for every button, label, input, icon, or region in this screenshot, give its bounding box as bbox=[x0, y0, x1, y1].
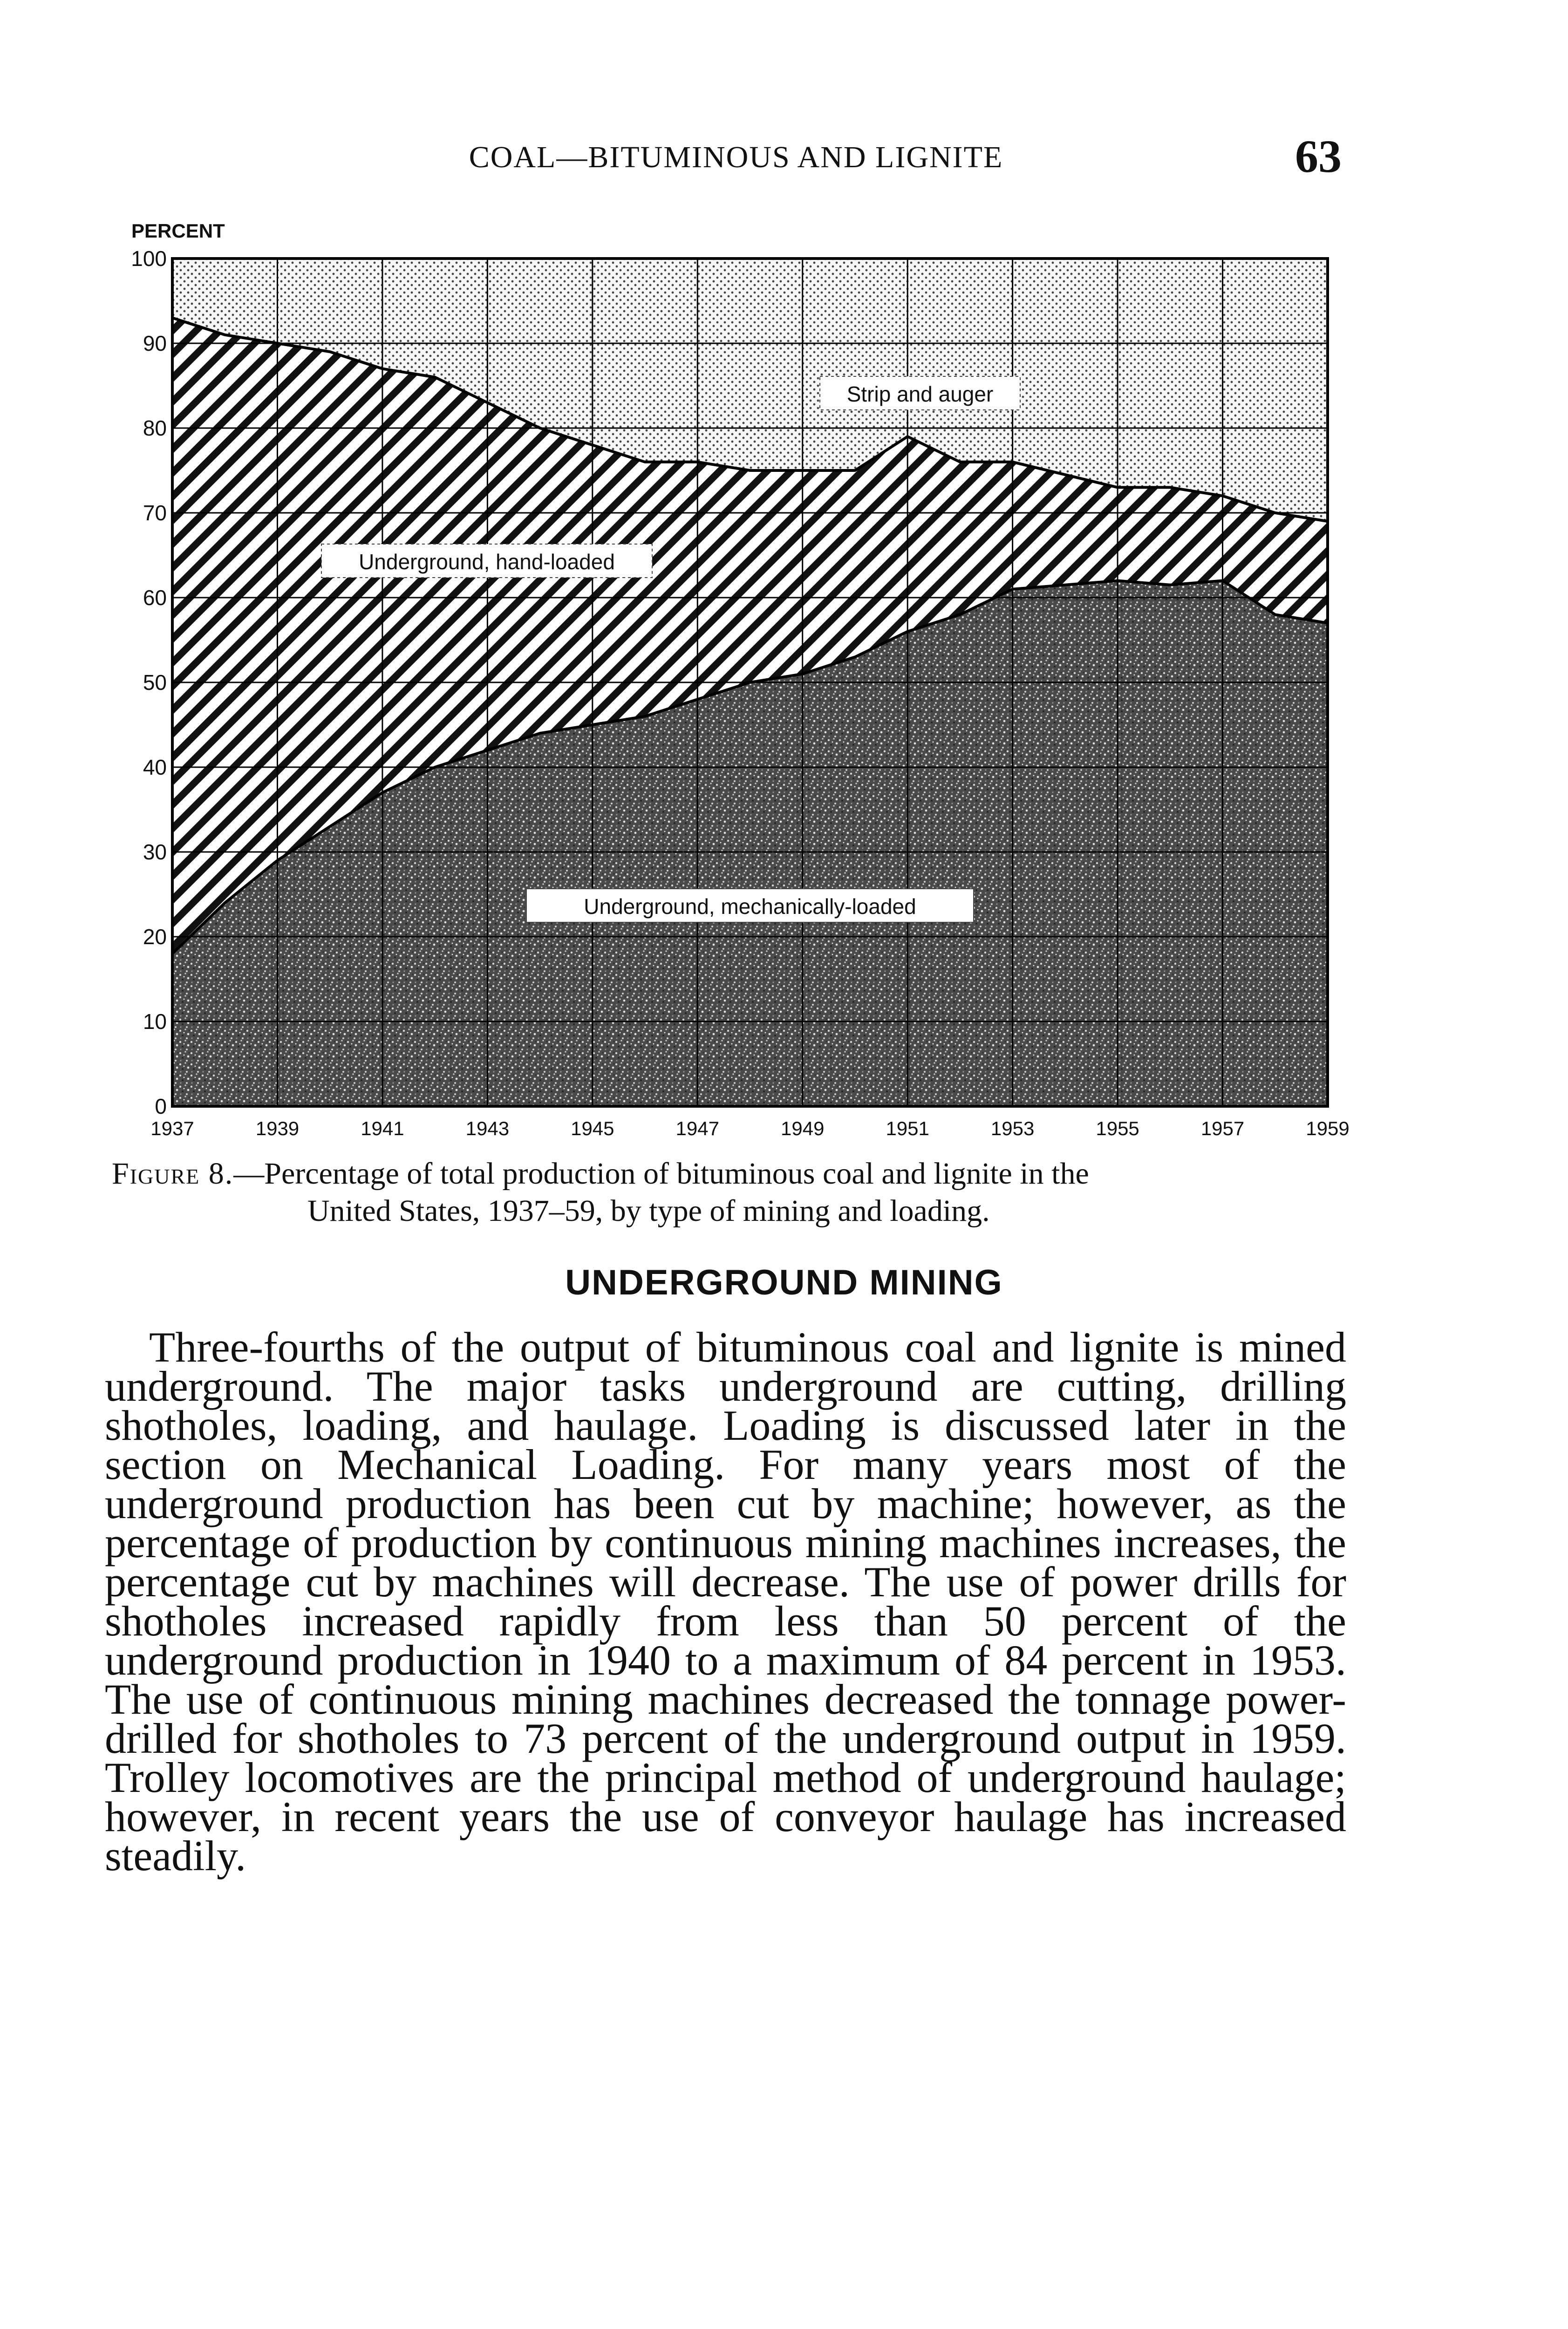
x-tick-label: 1949 bbox=[781, 1117, 825, 1139]
x-tick-label: 1947 bbox=[675, 1117, 719, 1139]
area-label-strip-text: Strip and auger bbox=[846, 382, 994, 406]
x-tick-label: 1951 bbox=[886, 1117, 929, 1139]
figure-label: Figure 8. bbox=[112, 1157, 234, 1191]
y-axis-label: PERCENT bbox=[131, 220, 225, 242]
x-tick-label: 1937 bbox=[150, 1117, 194, 1139]
body-paragraph: Three-fourths of the output of bituminous coal and lignite is mined underground. The major tasks underground are cutting, drilling shotholes, loading, and haulage. Loading is discussed later in the section on Mechanical Loading. For many years most of the underground production has been cut by machine; however, as the percentage of production by continuous mining machines increases, the percentage cut by machines will decrease. The use of power drills for shotholes increased rapidly from less than 50 percent of the underground production in 1940 to a maximum of 84 percent in 1953. The use of continuous mining machines decreased the tonnage power-drilled for shotholes to 73 percent of the underground output in 1959. Trolley locomotives are the principal method of underground haulage; however, in recent years the use of conveyor haulage has increased steadily. bbox=[105, 1323, 1346, 1880]
area-label-mech bbox=[526, 889, 974, 922]
x-tick-label: 1945 bbox=[571, 1117, 614, 1139]
y-tick-label: 10 bbox=[143, 1009, 167, 1034]
area-label-hand bbox=[321, 544, 652, 578]
x-tick-label: 1955 bbox=[1096, 1117, 1139, 1139]
caption-line-1: —Percentage of total production of bituminous coal and lignite in the bbox=[233, 1157, 1089, 1191]
y-tick-label: 20 bbox=[143, 925, 167, 949]
y-tick-label: 90 bbox=[143, 331, 167, 355]
figure-caption bbox=[112, 1155, 1351, 1230]
y-tick-label: 60 bbox=[143, 586, 167, 610]
x-tick-label: 1939 bbox=[255, 1117, 300, 1139]
y-tick-label: 0 bbox=[155, 1094, 167, 1118]
y-tick-label: 50 bbox=[143, 670, 167, 695]
area-chart bbox=[0, 0, 1568, 1151]
body-text bbox=[105, 1323, 1346, 1880]
area-label-hand-text: Underground, hand-loaded bbox=[359, 550, 615, 574]
caption-line-2: United States, 1937–59, by type of mining and loading. bbox=[307, 1194, 990, 1228]
running-head: COAL—BITUMINOUS AND LIGNITE bbox=[469, 140, 1003, 174]
x-tick-label: 1953 bbox=[990, 1117, 1035, 1139]
y-tick-label: 80 bbox=[143, 416, 167, 440]
area-label-mech-text: Underground, mechanically-loaded bbox=[584, 894, 916, 919]
y-tick-label: 30 bbox=[143, 840, 167, 864]
x-tick-label: 1959 bbox=[1306, 1117, 1350, 1139]
x-tick-label: 1941 bbox=[361, 1117, 404, 1139]
page-number: 63 bbox=[1295, 130, 1342, 182]
x-tick-label: 1943 bbox=[465, 1117, 510, 1139]
y-tick-label: 70 bbox=[143, 501, 167, 525]
y-tick-label: 40 bbox=[143, 755, 167, 779]
x-tick-label: 1957 bbox=[1200, 1117, 1245, 1139]
area-label-strip bbox=[820, 376, 1020, 410]
section-heading: UNDERGROUND MINING bbox=[565, 1263, 1003, 1302]
y-tick-label: 100 bbox=[131, 246, 167, 271]
